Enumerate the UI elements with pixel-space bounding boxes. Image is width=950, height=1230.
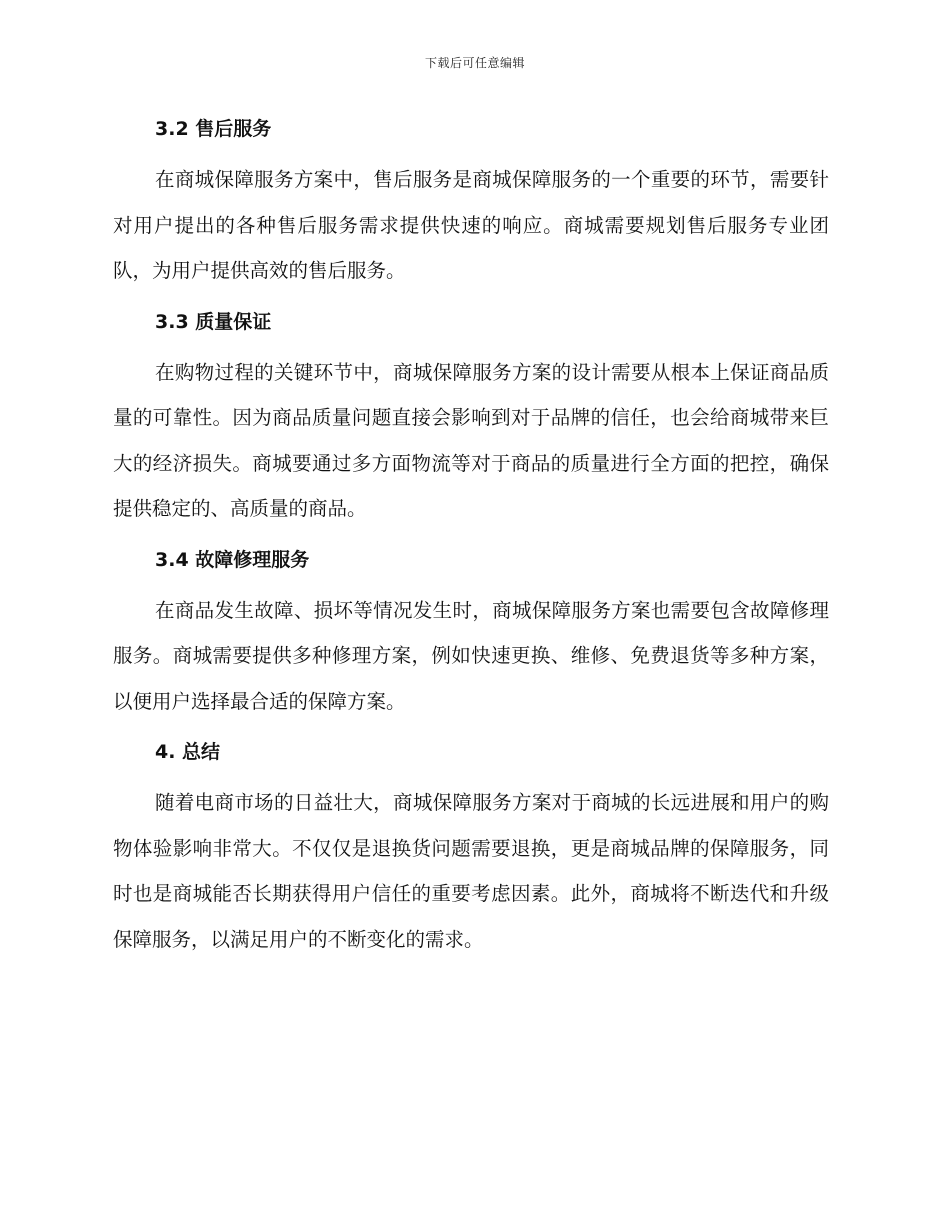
section-heading: 3.3 质量保证 bbox=[155, 310, 272, 333]
section-heading: 3.2 售后服务 bbox=[155, 118, 272, 140]
section-paragraph: 在商品发生故障、损坏等情况发生时，商城保障服务方案也需要包含故障修理服务。商城需要提供多种修理方案，例如快速更换、维修、免费退货等多种方案，以便用户选择最合适的保障方案。 bbox=[113, 598, 829, 713]
section-paragraph: 在商城保障服务方案中，售后服务是商城保障服务的一个重要的环节，需要针对用户提出的各种售后服务需求提供快速的响应。商城需要规划售后服务专业团队，为用户提供高效的售后服务。 bbox=[113, 168, 829, 282]
section-paragraph: 随着电商市场的日益壮大，商城保障服务方案对于商城的长远进展和用户的购物体验影响非常大。不仅仅是退换货问题需要退换，更是商城品牌的保障服务，同时也是商城能否长期获得用户信任的重要考虑因素。此外，商城将不断迭代和升级保障服务，以满足用户的不断变化的需求。 bbox=[113, 791, 829, 951]
section-3-4 bbox=[113, 542, 829, 725]
section-heading: 3.4 故障修理服务 bbox=[155, 548, 310, 571]
section-heading: 4. 总结 bbox=[155, 741, 221, 763]
section-4 bbox=[113, 734, 829, 962]
page-header: 下载后可任意编辑 bbox=[424, 56, 525, 70]
section-3-3 bbox=[113, 304, 829, 532]
section-3-2 bbox=[113, 111, 829, 294]
section-paragraph: 在购物过程的关键环节中，商城保障服务方案的设计需要从根本上保证商品质量的可靠性。因为商品质量问题直接会影响到对于品牌的信任，也会给商城带来巨大的经济损失。商城要通过多方面物流等对于商品的质量进行全方面的把控，确保提供稳定的、高质量的商品。 bbox=[113, 360, 829, 520]
document-body bbox=[113, 111, 829, 972]
